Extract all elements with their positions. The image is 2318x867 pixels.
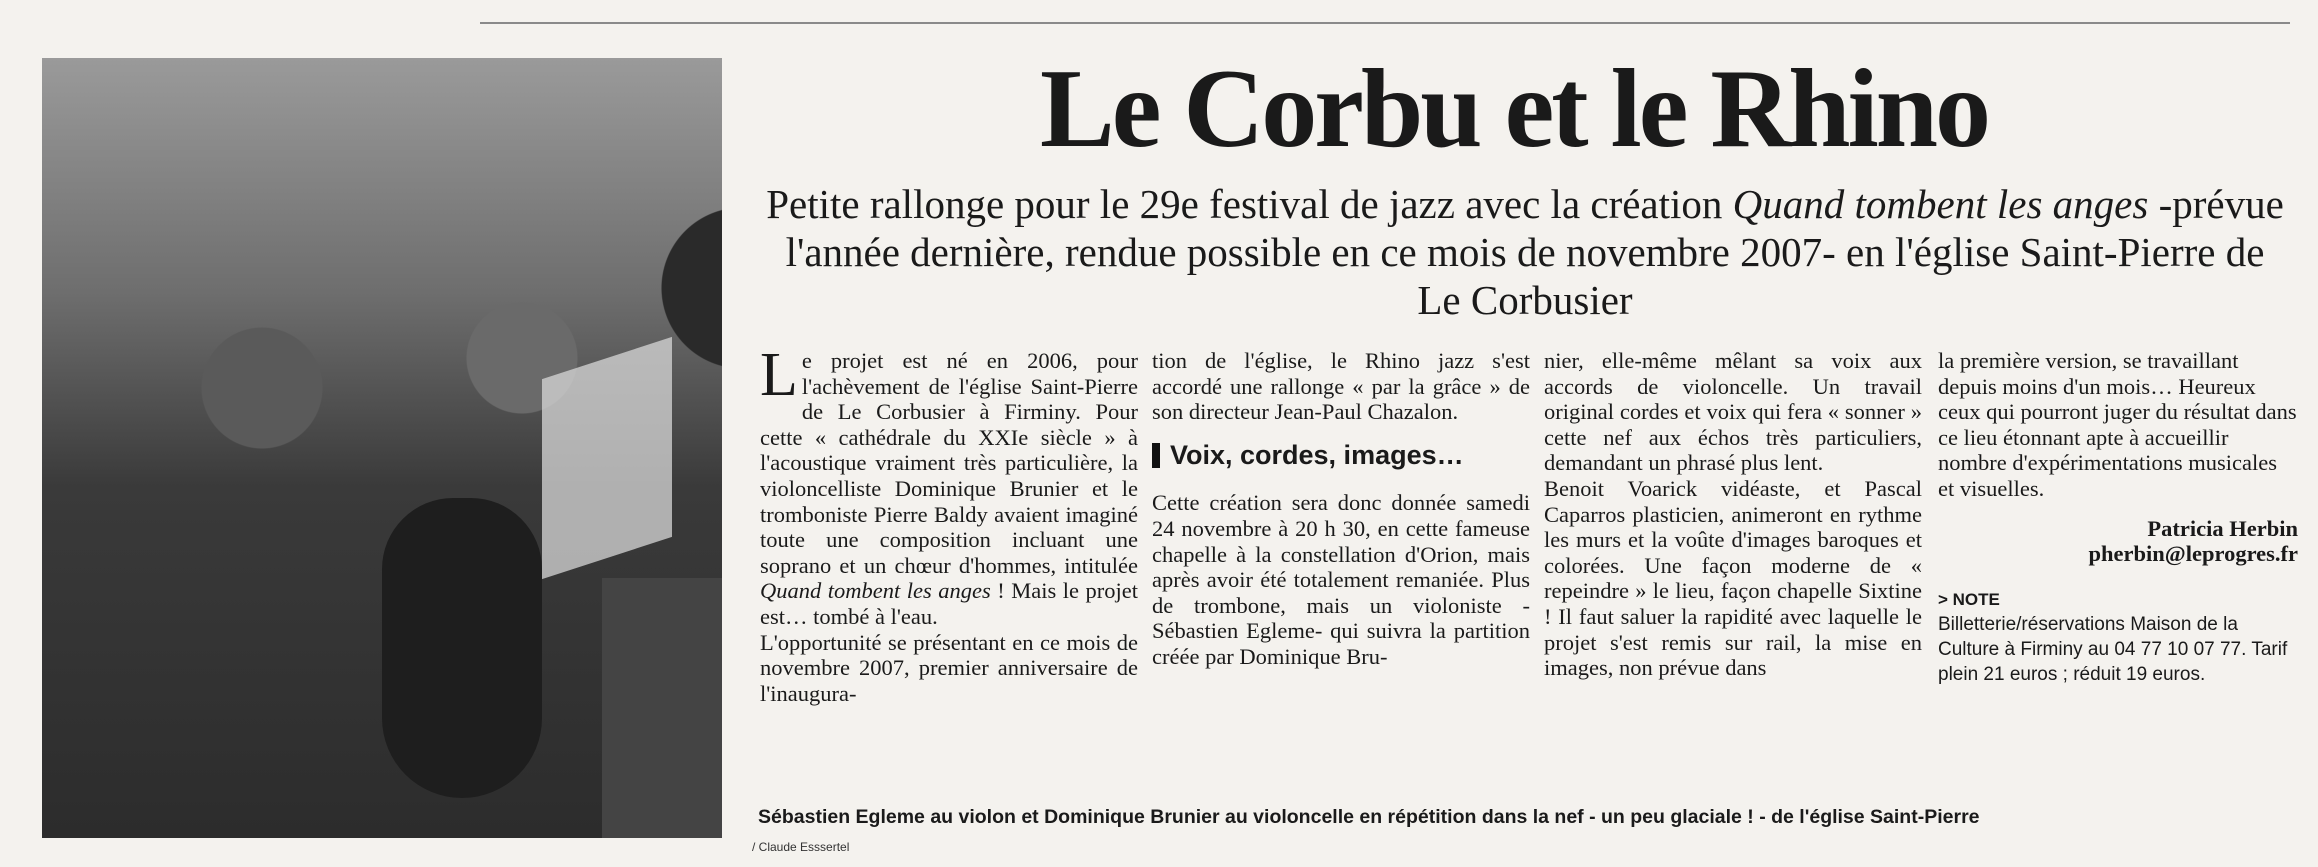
author-email: pherbin@leprogres.fr xyxy=(2088,541,2298,567)
column-1 xyxy=(760,341,1138,706)
column-2 xyxy=(1152,348,1530,670)
article-photo xyxy=(42,58,722,838)
column-4-paragraph: la première version, se travaillant depuis moins d'un mois… Heureux ceux qui pourront juger du résultat dans ce lieu étonnant apte à accueillir nombre d'expérimentations musicales et visuelles. xyxy=(1938,348,2297,501)
column-3-paragraph-1: nier, elle-même mêlant sa voix aux accords de violoncelle. Un travail original cordes et voix qui fera « sonner » cette nef aux échos très particuliers, demandant un phrasé plus lent. xyxy=(1544,348,1922,476)
paragraph-1-italic: Quand tombent les anges xyxy=(760,578,991,604)
paragraph-1 xyxy=(760,341,1138,630)
music-stand-shape xyxy=(542,337,672,579)
top-rule xyxy=(480,22,2290,24)
deck-italic: Quand tombent les anges xyxy=(1732,181,2149,227)
author-name: Patricia Herbin xyxy=(2147,515,2298,541)
column-3 xyxy=(1544,348,1922,681)
note-text: Billetterie/réservations Maison de la Culture à Firminy au 04 77 10 07 77. Tarif plein 21 euros ; réduit 19 euros. xyxy=(1938,614,2288,686)
cello-shape xyxy=(382,498,542,798)
deck-text-2: -prévue l'année dernière, rendue possible en ce mois de novembre 2007- en l'église Saint-Pierre de Le Corbusier xyxy=(785,181,2284,323)
section-subhead: Voix, cordes, images… xyxy=(1152,443,1464,469)
column-4 xyxy=(1938,348,2298,687)
paragraph-1-text-b: ! Mais le projet est… tombé à l'eau. xyxy=(760,578,1138,629)
note-label: > NOTE xyxy=(1938,589,2000,609)
column-2-paragraph-2: Cette création sera donc donnée samedi 24 novembre à 20 h 30, en cette fameuse chapelle à la constellation d'Orion, mais après avoir été totalement remaniée. Plus de trombone, mais un violoniste -Sébastien Egleme- qui suivra la partition créée par Dominique Bru- xyxy=(1152,490,1530,669)
photo-caption: Sébastien Egleme au violon et Dominique Brunier au violoncelle en répétition dans la nef - un peu glaciale ! - de l'église Saint-Pierre xyxy=(758,806,1980,828)
article-deck xyxy=(760,180,2290,324)
article-title: Le Corbu et le Rhino xyxy=(1040,47,1988,171)
photo-credit: / Claude Esssertel xyxy=(752,840,850,854)
deck-text-1: Petite rallonge pour le 29e festival de jazz avec la création xyxy=(766,181,1733,227)
paragraph-1-text-a: e projet est né en 2006, pour l'achèvement de l'église Saint-Pierre de Le Corbusier à Firminy. Pour cette « cathédrale du XXIe siècle » à l'acoustique vraiment très particulière, la violoncelliste Dominique Brunier et le tromboniste Pierre Baldy avaient imaginé toute une composition incluant une soprano et un chœur d'hommes, intitulée xyxy=(760,348,1138,578)
column-3-paragraph-2: Benoit Voarick vidéaste, et Pascal Caparros plasticien, animeront en rythme les murs et la voûte d'images baroques et colorées. Une façon moderne de « repeindre » le lieu, façon chapelle Sixtine ! Il faut saluer la rapidité avec laquelle le projet s'est remis sur rail, la mise en images, non prévue dans xyxy=(1544,475,1922,681)
paragraph-2: L'opportunité se présentant en ce mois de novembre 2007, premier anniversaire de l'inaugura- xyxy=(760,629,1138,706)
chair-shape xyxy=(602,578,722,838)
column-2-paragraph-1: tion de l'église, le Rhino jazz s'est accordé une rallonge « par la grâce » de son directeur Jean-Paul Chazalon. xyxy=(1152,348,1530,425)
drop-cap: L xyxy=(760,341,798,409)
